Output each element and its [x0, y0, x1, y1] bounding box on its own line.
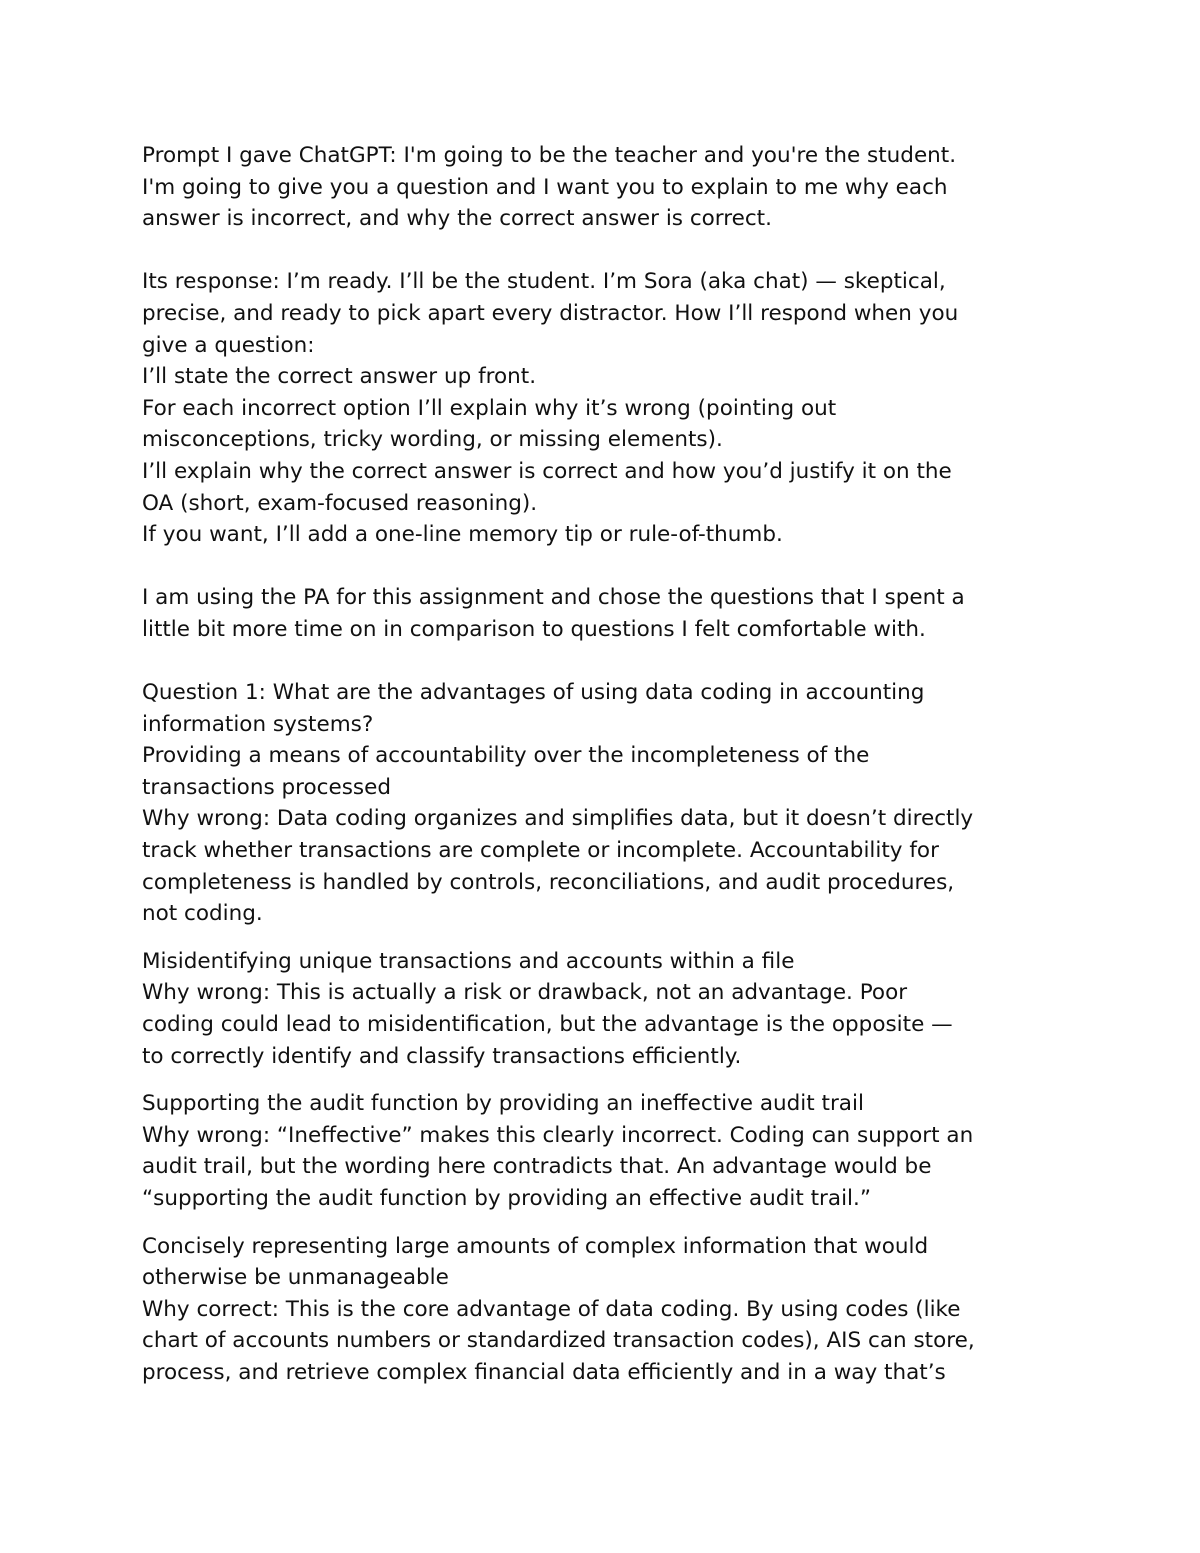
text-line: Prompt I gave ChatGPT: I'm going to be the teacher and you're the student. [142, 143, 957, 168]
text-line: Providing a means of accountability over the incompleteness of the [142, 743, 870, 769]
text-line: chart of accounts numbers or standardized transaction codes), AIS can store, [142, 1328, 975, 1354]
text-line: If you want, I’ll add a one-line memory tip or rule-of-thumb. [142, 522, 783, 548]
text-line: Why wrong: “Ineffective” makes this clearly incorrect. Coding can support an [142, 1122, 974, 1148]
paragraph [142, 582, 1072, 645]
paragraph [142, 1231, 1072, 1389]
text-line: completeness is handled by controls, reconciliations, and audit procedures, [142, 869, 955, 895]
text-line: coding could lead to misidentification, but the advantage is the opposite — [142, 1012, 953, 1038]
paragraph-spacer [142, 235, 1072, 267]
text-line: Supporting the audit function by providing an ineffective audit trail [142, 1091, 864, 1117]
text-line: precise, and ready to pick apart every distractor. How I’ll respond when you [142, 300, 959, 326]
paragraph-spacer [142, 930, 1072, 946]
paragraph-spacer [142, 1072, 1072, 1088]
text-line: answer is incorrect, and why the correct answer is correct. [142, 206, 772, 232]
text-line: Why correct: This is the core advantage of data coding. By using codes (like [142, 1296, 961, 1322]
paragraph [142, 1088, 1072, 1214]
paragraph [142, 677, 1072, 930]
text-line: track whether transactions are complete or incomplete. Accountability for [142, 838, 939, 864]
paragraph-spacer [142, 1215, 1072, 1231]
text-line: otherwise be unmanageable [142, 1265, 449, 1291]
text-line: For each incorrect option I’ll explain why it’s wrong (pointing out [142, 395, 837, 421]
text-line: Concisely representing large amounts of complex information that would [142, 1233, 929, 1259]
text-line: Misidentifying unique transactions and accounts within a file [142, 948, 795, 974]
text-line: Its response: I’m ready. I’ll be the student. I’m Sora (aka chat) — skeptical, [142, 269, 946, 295]
text-line: Why wrong: This is actually a risk or drawback, not an advantage. Poor [142, 980, 908, 1006]
paragraph [142, 266, 1072, 550]
text-line: I’ll state the correct answer up front. [142, 364, 537, 390]
text-line: process, and retrieve complex financial data efficiently and in a way that’s [142, 1359, 946, 1385]
text-line: I’ll explain why the correct answer is correct and how you’d justify it on the [142, 458, 952, 484]
document-page [142, 140, 1072, 1389]
paragraph [142, 946, 1072, 1072]
text-line: I am using the PA for this assignment and chose the questions that I spent a [142, 585, 965, 611]
paragraph-spacer [142, 646, 1072, 678]
text-line: Why wrong: Data coding organizes and simplifies data, but it doesn’t directly [142, 806, 974, 832]
text-line: “supporting the audit function by providing an effective audit trail.” [142, 1186, 871, 1211]
text-line: information systems? [142, 711, 374, 737]
text-line: transactions processed [142, 774, 391, 800]
text-line: not coding. [142, 901, 263, 927]
text-line: little bit more time on in comparison to questions I felt comfortable with. [142, 616, 926, 642]
paragraph-spacer [142, 551, 1072, 583]
text-line: I'm going to give you a question and I want you to explain to me why each [142, 174, 948, 200]
paragraph [142, 140, 1072, 235]
text-line: to correctly identify and classify transactions efficiently. [142, 1043, 742, 1069]
text-line: audit trail, but the wording here contradicts that. An advantage would be [142, 1154, 932, 1180]
text-line: give a question: [142, 332, 315, 358]
text-line: Question 1: What are the advantages of using data coding in accounting [142, 680, 925, 706]
text-line: misconceptions, tricky wording, or missing elements). [142, 427, 723, 453]
text-line: OA (short, exam-focused reasoning). [142, 490, 538, 516]
